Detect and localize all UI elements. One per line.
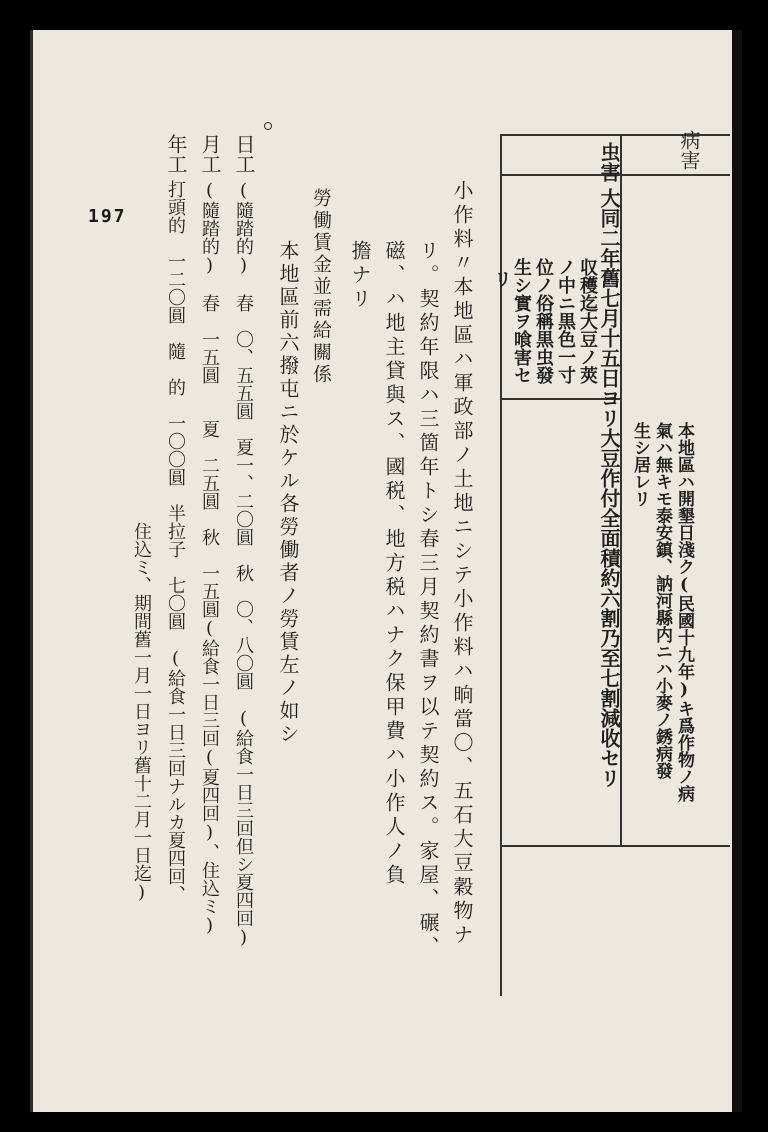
tenancy-line: 磁、ハ地主貸與ス、國税、地方税ハナク保甲費ハ小作人ノ負 <box>382 240 406 888</box>
table-cell-desc-line: 生シ實ヲ喰害セ <box>511 258 532 384</box>
labor-row-text: (隨踏的) 春 〇、五五圓 夏一、二〇圓 秋 〇、八〇圓 (給食一日三回但シ夏四回) <box>233 180 254 948</box>
table-cell-desc-line: 位ノ俗稱黒虫發 <box>533 258 554 384</box>
labor-heading: 勞働賃金並需給關係 <box>310 188 332 386</box>
labor-row-text: 打頭的 一二〇圓 隨 的 一〇〇圓 半拉子 七〇圓 (給食一日三回ナルカ夏四回、 <box>165 180 186 903</box>
labor-row-label: 月工 <box>198 134 222 174</box>
ink-mark <box>264 122 272 130</box>
table-cell-period: 大同二年舊七月十五日ヨリ <box>597 188 621 428</box>
table-cell-desc-line: ノ中ニ黒色一寸 <box>555 258 576 384</box>
document-page <box>30 30 742 1112</box>
page-number: 197 <box>88 206 127 227</box>
labor-row-label: 日工 <box>232 134 256 174</box>
labor-row-text: (隨踏的) 春 一五圓 夏 二五圓 秋 一五圓(給食一日三回(夏四回)、住込ミ) <box>199 180 220 936</box>
left-edge <box>30 30 33 1112</box>
labor-continuation: 住込ミ、期間舊一月一日ヨリ舊十二月一日迄) <box>131 522 152 903</box>
tenancy-line: 擔ナリ <box>348 240 372 312</box>
tenancy-line: 小作料〃本地區ハ軍政部ノ土地ニシテ小作料ハ晌當〇、五石大豆穀物ナ <box>450 180 474 948</box>
table-left-rule <box>500 134 502 996</box>
table-note-line: 本地區ハ開墾日淺ク(民國十九年)キ爲作物ノ病 <box>674 422 694 802</box>
table-note-line: 氣ハ無キモ泰安鎮、訥河縣内ニハ小麥ノ銹病發 <box>652 422 672 779</box>
labor-intro: 本地區前六撥屯ニ於ケル各勞働者ノ勞賃左ノ如シ <box>276 240 300 746</box>
tenancy-line: リ。契約年限ハ三箇年トシ春三月契約書ヲ以テ契約ス。家屋、碾、 <box>416 240 440 960</box>
labor-row-label: 年工 <box>164 134 188 174</box>
table-cell-desc-line: リ <box>491 270 512 288</box>
table-note-line: 生シ居レリ <box>630 422 650 507</box>
table-bottom-rule <box>500 845 730 847</box>
table-cell-damage: 大豆作付全面積約六割乃至七割減收セリ <box>597 428 621 788</box>
table-cell-category: 虫害 <box>597 142 621 182</box>
book-spine <box>732 30 742 1112</box>
table-header: 病害 <box>677 130 701 170</box>
table-cell-desc-line: 収穫迄大豆ノ莢 <box>577 258 598 384</box>
